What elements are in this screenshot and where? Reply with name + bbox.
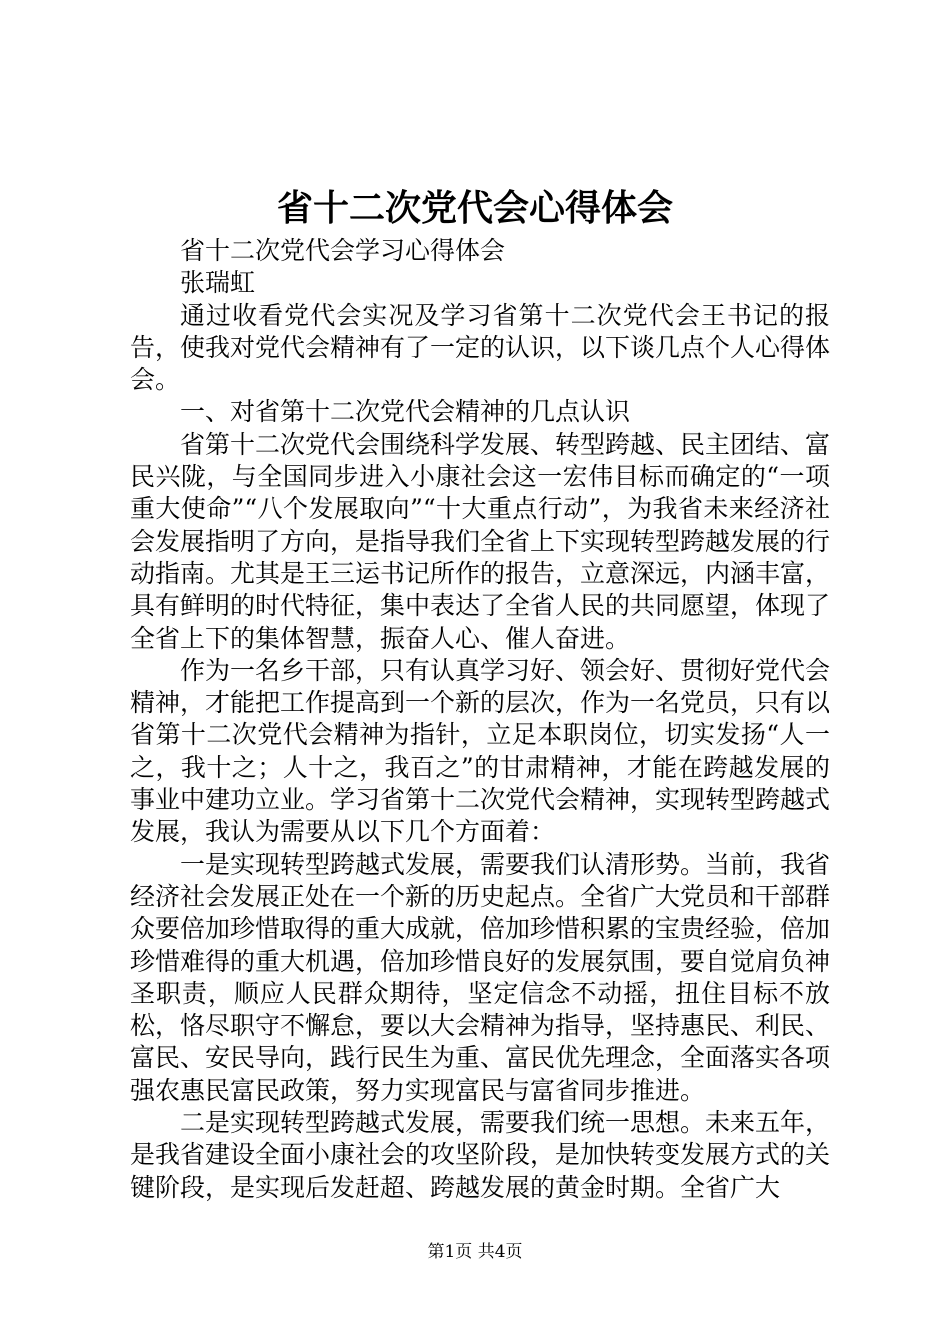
subtitle-paragraph: 省十二次党代会学习心得体会 xyxy=(180,236,506,265)
body-paragraph: 二是实现转型跨越式发展，需要我们统一思想。未来五年，是我省建设全面小康社会的攻坚阶段，是加快转变发展方式的关键阶段，是实现后发赶超、跨越发展的黄金时期。全省广大 xyxy=(130,1108,831,1202)
section-heading: 一、对省第十二次党代会精神的几点认识 xyxy=(180,397,631,427)
author-paragraph: 张瑞虹 xyxy=(180,268,256,298)
body-paragraph: 一是实现转型跨越式发展，需要我们认清形势。当前，我省经济社会发展正处在一个新的历史起点。全省广大党员和干部群众要倍加珍惜取得的重大成就，倍加珍惜积累的宝贵经验，倍加珍惜难得的重大机遇，倍加珍惜良好的发展氛围，要自觉肩负神圣职责，顺应人民群众期待，坚定信念不动摇，扭住目标不放松，恪尽职守不懈怠，要以大会精神为指导，坚持惠民、利民、富民、安民导向，践行民生为重、富民优先理念，全面落实各项强农惠民富民政策，努力实现富民与富省同步推进。 xyxy=(130,849,831,1105)
body-paragraph: 作为一名乡干部，只有认真学习好、领会好、贯彻好党代会精神，才能把工作提高到一个新的层次，作为一名党员，只有以省第十二次党代会精神为指针，立足本职岗位，切实发扬“人一之，我十之；人十之，我百之”的甘肃精神，才能在跨越发展的事业中建功立业。学习省第十二次党代会精神，实现转型跨越式发展，我认为需要从以下几个方面着： xyxy=(130,655,831,847)
body-paragraph: 通过收看党代会实况及学习省第十二次党代会王书记的报告，使我对党代会精神有了一定的认识，以下谈几点个人心得体会。 xyxy=(130,300,831,395)
body-paragraph: 省第十二次党代会围绕科学发展、转型跨越、民主团结、富民兴陇，与全国同步进入小康社会这一宏伟目标而确定的“一项重大使命”“八个发展取向”“十大重点行动”，为我省未来经济社会发展指明了方向，是指导我们全省上下实现转型跨越发展的行动指南。尤其是王三运书记所作的报告，立意深远，内涵丰富，具有鲜明的时代特征，集中表达了全省人民的共同愿望，体现了全省上下的集体智慧，振奋人心、催人奋进。 xyxy=(130,429,831,653)
document-body xyxy=(130,235,830,1204)
page-number-footer: 第1页 共4页 xyxy=(427,1242,523,1262)
document-title: 省十二次党代会心得体会 xyxy=(276,187,673,229)
